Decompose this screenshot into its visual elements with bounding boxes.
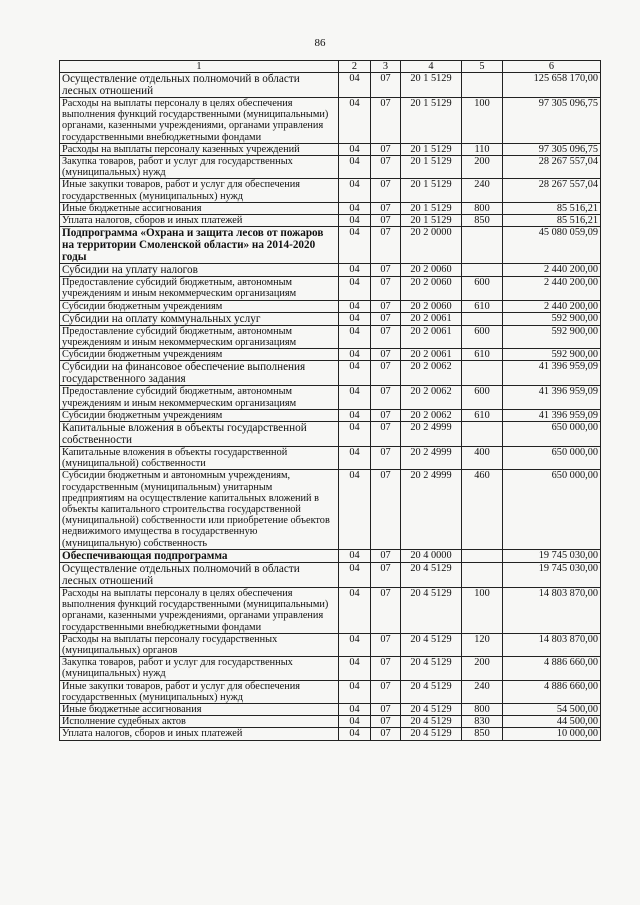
row-name: Предоставление субсидий бюджетным, автономным учреждениям и иным некоммерческим организациям bbox=[60, 277, 339, 300]
row-expense-type: 240 bbox=[462, 179, 503, 202]
row-target-code: 20 2 4999 bbox=[401, 470, 462, 549]
row-subsection: 07 bbox=[371, 386, 401, 409]
row-expense-type bbox=[462, 549, 503, 562]
row-name: Предоставление субсидий бюджетным, автономным учреждениям и иным некоммерческим организациям bbox=[60, 386, 339, 409]
row-name: Расходы на выплаты персоналу казенных учреждений bbox=[60, 143, 339, 155]
row-expense-type: 830 bbox=[462, 716, 503, 728]
row-amount: 41 396 959,09 bbox=[503, 361, 601, 386]
table-row bbox=[60, 202, 601, 214]
table-row bbox=[60, 703, 601, 715]
page-number: 86 bbox=[314, 37, 326, 49]
row-section: 04 bbox=[339, 657, 371, 680]
row-subsection: 07 bbox=[371, 227, 401, 264]
row-subsection: 07 bbox=[371, 73, 401, 98]
row-name: Субсидии бюджетным и автономным учреждениям, государственным (муниципальным) унитарным предприятиям на осуществление капитальных вложений в объекты капитального строительства государственной (муниципальной) собственности или приобретение объектов недвижимого имущества в государственную (муниципальную) собственность bbox=[60, 470, 339, 549]
row-name: Субсидии бюджетным учреждениям bbox=[60, 300, 339, 312]
row-section: 04 bbox=[339, 728, 371, 740]
row-expense-type bbox=[462, 264, 503, 277]
row-name: Иные бюджетные ассигнования bbox=[60, 202, 339, 214]
row-expense-type bbox=[462, 227, 503, 264]
row-subsection: 07 bbox=[371, 422, 401, 447]
column-header: 6 bbox=[503, 61, 601, 73]
row-target-code: 20 2 0060 bbox=[401, 300, 462, 312]
row-target-code: 20 4 5129 bbox=[401, 728, 462, 740]
row-amount: 14 803 870,00 bbox=[503, 587, 601, 633]
row-subsection: 07 bbox=[371, 587, 401, 633]
row-target-code: 20 2 4999 bbox=[401, 422, 462, 447]
row-name: Исполнение судебных актов bbox=[60, 716, 339, 728]
row-section: 04 bbox=[339, 227, 371, 264]
table-row bbox=[60, 422, 601, 447]
row-amount: 85 516,21 bbox=[503, 202, 601, 214]
row-amount: 125 658 170,00 bbox=[503, 73, 601, 98]
row-amount: 41 396 959,09 bbox=[503, 409, 601, 421]
row-amount: 592 900,00 bbox=[503, 312, 601, 325]
row-subsection: 07 bbox=[371, 728, 401, 740]
table-row bbox=[60, 386, 601, 409]
row-name: Осуществление отдельных полномочий в области лесных отношений bbox=[60, 562, 339, 587]
row-amount: 41 396 959,09 bbox=[503, 386, 601, 409]
table-row bbox=[60, 447, 601, 470]
row-subsection: 07 bbox=[371, 277, 401, 300]
row-subsection: 07 bbox=[371, 156, 401, 179]
row-subsection: 07 bbox=[371, 562, 401, 587]
row-name: Расходы на выплаты персоналу в целях обеспечения выполнения функций государственными (муниципальными) органами, казенными учреждениями, органами управления государственными внебюджетными фондами bbox=[60, 98, 339, 144]
row-amount: 44 500,00 bbox=[503, 716, 601, 728]
row-amount: 97 305 096,75 bbox=[503, 143, 601, 155]
row-subsection: 07 bbox=[371, 447, 401, 470]
row-target-code: 20 4 5129 bbox=[401, 633, 462, 656]
column-header: 5 bbox=[462, 61, 503, 73]
row-subsection: 07 bbox=[371, 143, 401, 155]
table-row bbox=[60, 143, 601, 155]
row-subsection: 07 bbox=[371, 633, 401, 656]
row-expense-type: 110 bbox=[462, 143, 503, 155]
row-subsection: 07 bbox=[371, 409, 401, 421]
column-header: 3 bbox=[371, 61, 401, 73]
row-expense-type: 600 bbox=[462, 277, 503, 300]
table-row bbox=[60, 633, 601, 656]
row-name: Капитальные вложения в объекты государственной (муниципальной) собственности bbox=[60, 447, 339, 470]
row-expense-type: 200 bbox=[462, 657, 503, 680]
row-section: 04 bbox=[339, 386, 371, 409]
row-amount: 2 440 200,00 bbox=[503, 300, 601, 312]
table-row bbox=[60, 156, 601, 179]
row-subsection: 07 bbox=[371, 202, 401, 214]
row-target-code: 20 4 5129 bbox=[401, 716, 462, 728]
row-section: 04 bbox=[339, 562, 371, 587]
table-row bbox=[60, 215, 601, 227]
row-section: 04 bbox=[339, 549, 371, 562]
row-amount: 592 900,00 bbox=[503, 349, 601, 361]
header-row bbox=[60, 61, 601, 73]
row-amount: 650 000,00 bbox=[503, 422, 601, 447]
row-name: Субсидии на оплату коммунальных услуг bbox=[60, 312, 339, 325]
row-subsection: 07 bbox=[371, 179, 401, 202]
row-subsection: 07 bbox=[371, 98, 401, 144]
row-name: Расходы на выплаты персоналу государственных (муниципальных) органов bbox=[60, 633, 339, 656]
table-row bbox=[60, 300, 601, 312]
row-target-code: 20 2 0060 bbox=[401, 264, 462, 277]
row-expense-type: 600 bbox=[462, 325, 503, 348]
row-expense-type: 200 bbox=[462, 156, 503, 179]
column-header: 2 bbox=[339, 61, 371, 73]
row-amount: 54 500,00 bbox=[503, 703, 601, 715]
table-body bbox=[60, 73, 601, 741]
table-row bbox=[60, 349, 601, 361]
row-target-code: 20 1 5129 bbox=[401, 73, 462, 98]
row-target-code: 20 4 5129 bbox=[401, 680, 462, 703]
row-name: Иные закупки товаров, работ и услуг для обеспечения государственных (муниципальных) нужд bbox=[60, 680, 339, 703]
table-row bbox=[60, 728, 601, 740]
row-name: Осуществление отдельных полномочий в области лесных отношений bbox=[60, 73, 339, 98]
budget-table bbox=[59, 60, 601, 741]
table-row bbox=[60, 716, 601, 728]
row-name: Уплата налогов, сборов и иных платежей bbox=[60, 728, 339, 740]
row-name: Капитальные вложения в объекты государственной собственности bbox=[60, 422, 339, 447]
row-subsection: 07 bbox=[371, 716, 401, 728]
column-header: 4 bbox=[401, 61, 462, 73]
row-section: 04 bbox=[339, 716, 371, 728]
row-expense-type: 100 bbox=[462, 587, 503, 633]
row-subsection: 07 bbox=[371, 549, 401, 562]
column-header: 1 bbox=[60, 61, 339, 73]
row-name: Уплата налогов, сборов и иных платежей bbox=[60, 215, 339, 227]
row-section: 04 bbox=[339, 73, 371, 98]
row-expense-type: 800 bbox=[462, 202, 503, 214]
row-amount: 650 000,00 bbox=[503, 447, 601, 470]
table-row bbox=[60, 264, 601, 277]
row-subsection: 07 bbox=[371, 703, 401, 715]
row-section: 04 bbox=[339, 447, 371, 470]
row-subsection: 07 bbox=[371, 349, 401, 361]
row-amount: 4 886 660,00 bbox=[503, 680, 601, 703]
row-amount: 97 305 096,75 bbox=[503, 98, 601, 144]
table-row bbox=[60, 312, 601, 325]
row-target-code: 20 1 5129 bbox=[401, 179, 462, 202]
row-name: Подпрограмма «Охрана и защита лесов от пожаров на территории Смоленской области» на 2014-2020 годы bbox=[60, 227, 339, 264]
table-row bbox=[60, 277, 601, 300]
row-subsection: 07 bbox=[371, 300, 401, 312]
row-name: Закупка товаров, работ и услуг для государственных (муниципальных) нужд bbox=[60, 156, 339, 179]
row-target-code: 20 2 0061 bbox=[401, 349, 462, 361]
row-section: 04 bbox=[339, 680, 371, 703]
row-target-code: 20 1 5129 bbox=[401, 98, 462, 144]
row-expense-type: 850 bbox=[462, 215, 503, 227]
row-amount: 592 900,00 bbox=[503, 325, 601, 348]
row-amount: 19 745 030,00 bbox=[503, 549, 601, 562]
row-subsection: 07 bbox=[371, 264, 401, 277]
row-target-code: 20 2 0062 bbox=[401, 361, 462, 386]
row-section: 04 bbox=[339, 470, 371, 549]
table-row bbox=[60, 179, 601, 202]
row-amount: 85 516,21 bbox=[503, 215, 601, 227]
table-row bbox=[60, 227, 601, 264]
row-target-code: 20 2 4999 bbox=[401, 447, 462, 470]
row-target-code: 20 4 5129 bbox=[401, 657, 462, 680]
row-subsection: 07 bbox=[371, 680, 401, 703]
row-name: Субсидии бюджетным учреждениям bbox=[60, 409, 339, 421]
table-row bbox=[60, 587, 601, 633]
row-target-code: 20 1 5129 bbox=[401, 202, 462, 214]
row-amount: 45 080 059,09 bbox=[503, 227, 601, 264]
row-expense-type: 610 bbox=[462, 300, 503, 312]
row-target-code: 20 2 0000 bbox=[401, 227, 462, 264]
row-expense-type bbox=[462, 361, 503, 386]
row-section: 04 bbox=[339, 422, 371, 447]
row-target-code: 20 2 0060 bbox=[401, 277, 462, 300]
row-expense-type: 610 bbox=[462, 409, 503, 421]
row-target-code: 20 1 5129 bbox=[401, 156, 462, 179]
table-row bbox=[60, 657, 601, 680]
row-target-code: 20 2 0061 bbox=[401, 325, 462, 348]
table-row bbox=[60, 562, 601, 587]
row-target-code: 20 2 0061 bbox=[401, 312, 462, 325]
row-name: Субсидии бюджетным учреждениям bbox=[60, 349, 339, 361]
table-row bbox=[60, 470, 601, 549]
row-section: 04 bbox=[339, 156, 371, 179]
row-expense-type: 400 bbox=[462, 447, 503, 470]
row-subsection: 07 bbox=[371, 325, 401, 348]
row-target-code: 20 4 5129 bbox=[401, 562, 462, 587]
row-section: 04 bbox=[339, 300, 371, 312]
row-name: Субсидии на финансовое обеспечение выполнения государственного задания bbox=[60, 361, 339, 386]
row-section: 04 bbox=[339, 179, 371, 202]
row-section: 04 bbox=[339, 202, 371, 214]
row-section: 04 bbox=[339, 277, 371, 300]
row-expense-type: 240 bbox=[462, 680, 503, 703]
table-row bbox=[60, 680, 601, 703]
row-section: 04 bbox=[339, 349, 371, 361]
table-row bbox=[60, 549, 601, 562]
row-section: 04 bbox=[339, 98, 371, 144]
row-subsection: 07 bbox=[371, 361, 401, 386]
row-expense-type: 850 bbox=[462, 728, 503, 740]
row-amount: 2 440 200,00 bbox=[503, 277, 601, 300]
row-subsection: 07 bbox=[371, 657, 401, 680]
row-expense-type: 120 bbox=[462, 633, 503, 656]
row-expense-type: 100 bbox=[462, 98, 503, 144]
table-row bbox=[60, 98, 601, 144]
row-expense-type: 460 bbox=[462, 470, 503, 549]
row-amount: 2 440 200,00 bbox=[503, 264, 601, 277]
row-section: 04 bbox=[339, 633, 371, 656]
row-subsection: 07 bbox=[371, 215, 401, 227]
row-section: 04 bbox=[339, 312, 371, 325]
row-section: 04 bbox=[339, 361, 371, 386]
row-section: 04 bbox=[339, 587, 371, 633]
row-target-code: 20 4 0000 bbox=[401, 549, 462, 562]
row-name: Иные бюджетные ассигнования bbox=[60, 703, 339, 715]
row-target-code: 20 4 5129 bbox=[401, 703, 462, 715]
table-row bbox=[60, 73, 601, 98]
row-expense-type bbox=[462, 562, 503, 587]
row-expense-type: 600 bbox=[462, 386, 503, 409]
row-section: 04 bbox=[339, 215, 371, 227]
row-amount: 28 267 557,04 bbox=[503, 179, 601, 202]
row-name: Предоставление субсидий бюджетным, автономным учреждениям и иным некоммерческим организациям bbox=[60, 325, 339, 348]
row-target-code: 20 2 0062 bbox=[401, 409, 462, 421]
row-expense-type: 800 bbox=[462, 703, 503, 715]
row-amount: 19 745 030,00 bbox=[503, 562, 601, 587]
row-name: Расходы на выплаты персоналу в целях обеспечения выполнения функций государственными (муниципальными) органами, казенными учреждениями, органами управления государственными внебюджетными фондами bbox=[60, 587, 339, 633]
row-name: Закупка товаров, работ и услуг для государственных (муниципальных) нужд bbox=[60, 657, 339, 680]
row-section: 04 bbox=[339, 264, 371, 277]
table-row bbox=[60, 409, 601, 421]
row-name: Обеспечивающая подпрограмма bbox=[60, 549, 339, 562]
row-section: 04 bbox=[339, 143, 371, 155]
row-amount: 650 000,00 bbox=[503, 470, 601, 549]
row-section: 04 bbox=[339, 409, 371, 421]
row-name: Субсидии на уплату налогов bbox=[60, 264, 339, 277]
row-expense-type bbox=[462, 422, 503, 447]
row-amount: 4 886 660,00 bbox=[503, 657, 601, 680]
row-subsection: 07 bbox=[371, 470, 401, 549]
row-target-code: 20 2 0062 bbox=[401, 386, 462, 409]
row-target-code: 20 4 5129 bbox=[401, 587, 462, 633]
table-row bbox=[60, 325, 601, 348]
row-section: 04 bbox=[339, 325, 371, 348]
row-target-code: 20 1 5129 bbox=[401, 143, 462, 155]
row-amount: 14 803 870,00 bbox=[503, 633, 601, 656]
row-amount: 28 267 557,04 bbox=[503, 156, 601, 179]
row-subsection: 07 bbox=[371, 312, 401, 325]
row-amount: 10 000,00 bbox=[503, 728, 601, 740]
row-target-code: 20 1 5129 bbox=[401, 215, 462, 227]
row-name: Иные закупки товаров, работ и услуг для обеспечения государственных (муниципальных) нужд bbox=[60, 179, 339, 202]
row-expense-type bbox=[462, 73, 503, 98]
table-row bbox=[60, 361, 601, 386]
row-expense-type: 610 bbox=[462, 349, 503, 361]
row-section: 04 bbox=[339, 703, 371, 715]
row-expense-type bbox=[462, 312, 503, 325]
